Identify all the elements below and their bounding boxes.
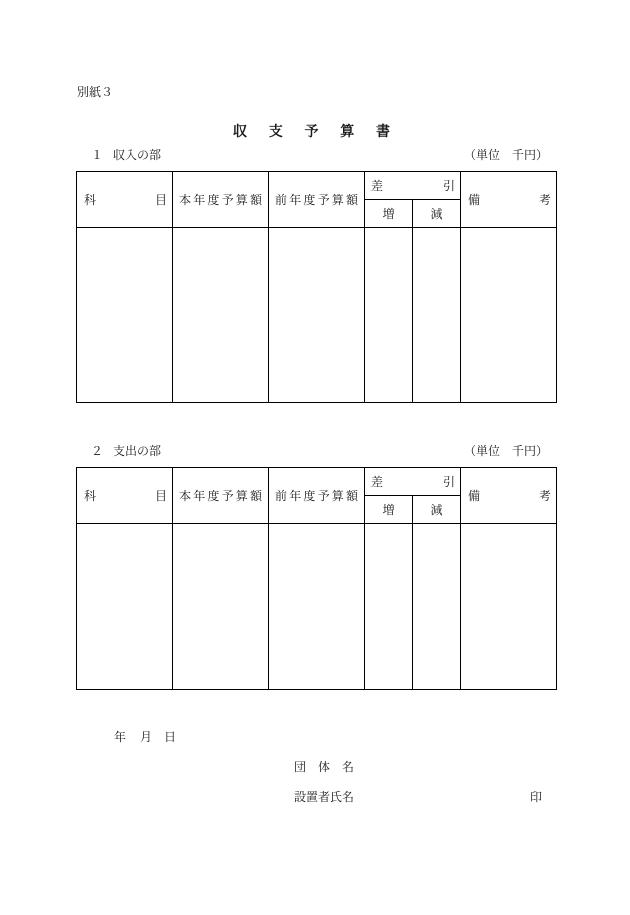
previous-budget-header-label: [275, 490, 358, 502]
spread-char: 算: [340, 123, 355, 139]
spread-char: 算: [331, 488, 344, 503]
increase-header: 増: [365, 200, 413, 228]
income-table: [76, 171, 557, 403]
current-budget-header: [173, 172, 269, 228]
spread-char: 目: [154, 192, 167, 207]
spread-char: 年: [289, 488, 302, 503]
section-title: 支出の部: [113, 444, 162, 458]
spread-char: 度: [207, 192, 220, 207]
document-title: [233, 124, 390, 138]
seal-label: 印: [530, 790, 543, 804]
section-number: ２: [91, 444, 104, 458]
spread-char: 備: [468, 488, 481, 503]
spread-char: 額: [345, 488, 358, 503]
spread-char: 収: [233, 123, 247, 139]
spread-char: 算: [235, 192, 248, 207]
current-budget-header: [173, 468, 269, 524]
spread-char: 額: [249, 192, 262, 207]
header-row: [77, 468, 557, 496]
table-row: [77, 524, 557, 690]
spread-char: 年: [193, 488, 206, 503]
header-row: [77, 172, 557, 200]
spread-char: 科: [84, 488, 97, 503]
spread-char: 予: [221, 488, 234, 503]
current-budget-cell: [173, 524, 269, 690]
spread-char: 目: [154, 488, 167, 503]
spread-char: 額: [345, 192, 358, 207]
previous-budget-cell: [269, 524, 365, 690]
difference-header-label: [371, 180, 455, 192]
spread-char: 前: [275, 192, 288, 207]
date-month-label: 月: [140, 730, 153, 744]
subject-header-label: [84, 194, 167, 206]
spread-char: 考: [538, 488, 551, 503]
date-day-label: 日: [164, 730, 177, 744]
decrease-header: 減: [413, 200, 461, 228]
current-budget-cell: [173, 228, 269, 403]
difference-header: [365, 468, 461, 496]
date-year-label: 年: [114, 730, 127, 744]
spread-char: 名: [341, 760, 354, 774]
annex-label: 別紙３: [77, 85, 114, 99]
spread-char: 予: [304, 123, 319, 139]
subject-cell: [77, 524, 173, 690]
spread-char: 予: [317, 192, 330, 207]
subject-header-label: [84, 490, 167, 502]
spread-char: 引: [442, 178, 455, 193]
spread-char: 前: [275, 488, 288, 503]
spread-char: 科: [84, 192, 97, 207]
difference-header: [365, 172, 461, 200]
spread-char: 差: [371, 178, 384, 193]
spread-char: 年: [193, 192, 206, 207]
unit-label: （単位 千円）: [463, 148, 548, 162]
spread-char: 度: [303, 192, 316, 207]
organization-name-label: [294, 761, 354, 773]
decrease-cell: [413, 524, 461, 690]
subject-header: [77, 468, 173, 524]
spread-char: 年: [289, 192, 302, 207]
previous-budget-header: [269, 468, 365, 524]
remarks-header-label: [468, 194, 551, 206]
section-title: 収入の部: [113, 148, 162, 162]
spread-char: 予: [317, 488, 330, 503]
founder-name-label: 設置者氏名: [294, 790, 355, 804]
spread-char: 備: [468, 192, 481, 207]
spread-char: 本: [179, 192, 192, 207]
difference-header-label: [371, 476, 455, 488]
spread-char: 書: [376, 123, 390, 139]
remarks-header: [461, 468, 557, 524]
spread-char: 団: [294, 760, 307, 774]
spread-char: 算: [235, 488, 248, 503]
spread-char: 予: [221, 192, 234, 207]
current-budget-header-label: [179, 194, 262, 206]
remarks-cell: [461, 524, 557, 690]
section-number: １: [91, 148, 104, 162]
spread-char: 差: [371, 474, 384, 489]
increase-cell: [365, 228, 413, 403]
spread-char: 額: [249, 488, 262, 503]
spread-char: 度: [207, 488, 220, 503]
subject-cell: [77, 228, 173, 403]
unit-label: （単位 千円）: [463, 444, 548, 458]
decrease-cell: [413, 228, 461, 403]
previous-budget-header-label: [275, 194, 358, 206]
spread-char: 考: [538, 192, 551, 207]
spread-char: 算: [331, 192, 344, 207]
remarks-header: [461, 172, 557, 228]
previous-budget-cell: [269, 228, 365, 403]
expense-table: [76, 467, 557, 690]
previous-budget-header: [269, 172, 365, 228]
spread-char: 体: [317, 760, 330, 774]
current-budget-header-label: [179, 490, 262, 502]
spread-char: 支: [268, 123, 283, 139]
increase-header: 増: [365, 496, 413, 524]
remarks-cell: [461, 228, 557, 403]
spread-char: 引: [442, 474, 455, 489]
spread-char: 本: [179, 488, 192, 503]
table-row: [77, 228, 557, 403]
remarks-header-label: [468, 490, 551, 502]
decrease-header: 減: [413, 496, 461, 524]
spread-char: 度: [303, 488, 316, 503]
increase-cell: [365, 524, 413, 690]
subject-header: [77, 172, 173, 228]
